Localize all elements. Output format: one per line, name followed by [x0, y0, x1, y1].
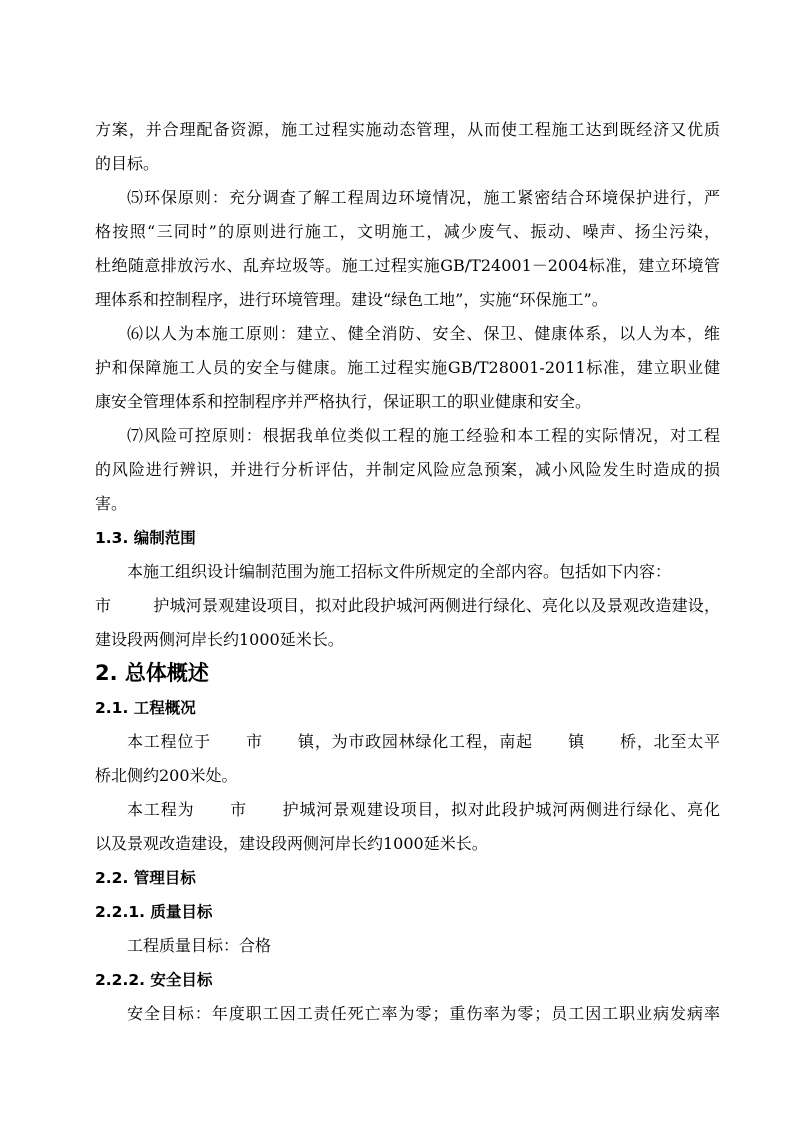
- paragraph-line: 本工程为 市 护城河景观建设项目，拟对此段护城河两侧进行绿化、亮化: [127, 800, 720, 819]
- section-heading: 2.1. 工程概况: [95, 699, 196, 717]
- subsection-heading: 2.2.1. 质量目标: [95, 903, 213, 921]
- paragraph-line: 本工程位于 市 镇，为市政园林绿化工程，南起 镇 桥，北至太平: [127, 732, 720, 751]
- paragraph-line: 桥北侧约200米处。: [95, 766, 238, 785]
- section-heading: 1.3. 编制范围: [95, 529, 196, 547]
- paragraph-line: 格按照“三同时”的原则进行施工，文明施工，减少废气、振动、噪声、扬尘污染，: [95, 222, 720, 241]
- paragraph-line: ⑸环保原则：充分调查了解工程周边环境情况，施工紧密结合环境保护进行，严: [127, 188, 720, 207]
- paragraph-line: 护和保障施工人员的安全与健康。施工过程实施GB/T28001-2011标准，建立职业健: [95, 358, 720, 377]
- paragraph-line: 方案，并合理配备资源，施工过程实施动态管理，从而使工程施工达到既经济又优质: [95, 120, 720, 139]
- subsection-heading: 2.2.2. 安全目标: [95, 971, 213, 989]
- paragraph-line: 建设段两侧河岸长约1000延米长。: [95, 630, 344, 649]
- paragraph-line: 安全目标：年度职工因工责任死亡率为零；重伤率为零；员工因工职业病发病率: [127, 1004, 720, 1023]
- paragraph-line: 本施工组织设计编制范围为施工招标文件所规定的全部内容。包括如下内容：: [127, 562, 672, 581]
- paragraph-line: 的目标。: [95, 154, 160, 173]
- paragraph-line: 市 护城河景观建设项目，拟对此段护城河两侧进行绿化、亮化以及景观改造建设，: [95, 596, 720, 615]
- chapter-heading: 2. 总体概述: [95, 661, 209, 685]
- paragraph-line: 杜绝随意排放污水、乱弃垃圾等。施工过程实施GB/T24001－2004标准，建立环境管: [95, 256, 720, 275]
- paragraph-line: 工程质量目标：合格: [127, 936, 272, 955]
- paragraph-line: ⑺风险可控原则：根据我单位类似工程的施工经验和本工程的实际情况，对工程: [127, 426, 720, 445]
- paragraph-line: 以及景观改造建设，建设段两侧河岸长约1000延米长。: [95, 834, 488, 853]
- paragraph-line: 康安全管理体系和控制程序并严格执行，保证职工的职业健康和安全。: [95, 392, 592, 411]
- paragraph-line: 害。: [95, 494, 128, 513]
- paragraph-line: 理体系和控制程序，进行环境管理。建设“绿色工地”，实施“环保施工”。: [95, 290, 608, 309]
- paragraph-line: 的风险进行辨识，并进行分析评估，并制定风险应急预案，减小风险发生时造成的损: [95, 460, 720, 479]
- paragraph-line: ⑹以人为本施工原则：建立、健全消防、安全、保卫、健康体系，以人为本，维: [127, 324, 720, 343]
- section-heading: 2.2. 管理目标: [95, 869, 196, 887]
